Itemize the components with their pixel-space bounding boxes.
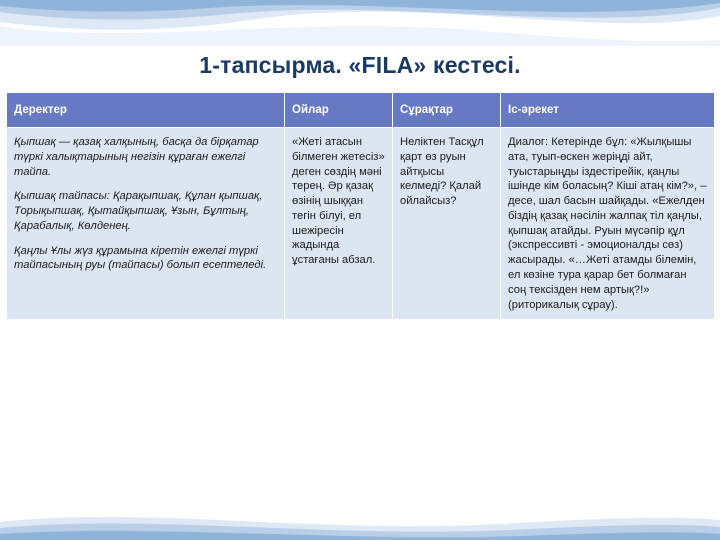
top-wave-svg [0,0,720,46]
decorative-bottom-wave [0,504,720,540]
derekter-paragraph-3: Қаңлы Ұлы жүз құрамына кіретін ежелгі түркі тайпасының руы (тайпасы) болып есептеледі. [14,244,267,272]
cell-is-areket: Диалог: Кетерінде бұл: «Жылқышы ата, туып-өскен жеріңді айт, туыстарыңды іздестірейік, қаңлы ішінде кім боласың? Кіші атаң кім?», – десе, шал басын шайқады. «Ежелден біздің қазақ нәсілін жалпақ тіл қаңлы, қыпшақ атайды. Руын мүсәпір құл (экспрессивті - эмоционалды сөз) жасырады. «…Жеті атамды білемін, ел көзіне тура қарар бет болмаған соң тексізден нем артық?!» (риторикалық сұрау). [501,128,715,320]
derekter-paragraph-1: Қыпшақ — қазақ халқының, басқа да бірқатар түркі халықтарының негізін құраған ежелгі тайпа. [14,136,259,178]
fila-table [6,92,715,320]
page-title: 1-тапсырма. «FILA» кестесі. [199,52,521,78]
derekter-paragraph-2: Қыпшақ тайпасы: Қарақыпшақ, Құлан қыпшақ, Торықыпшақ, Қытайқыпшақ, Ұзын, Бұлтың, Қарабалық, Көлденең. [14,190,263,232]
cell-suraqtar: Неліктен Тасқұл қарт өз руын айтқысы келмеді? Қалай ойлайсыз? [393,128,501,320]
column-header-derekter: Деректер [7,93,285,128]
decorative-top-wave [0,0,720,46]
cell-derekter [7,128,285,320]
cell-oilar: «Жеті атасын білмеген жетесіз» деген сөздің мәні терең. Әр қазақ өзінің шыққан тегін білуі, ел шежіресін жадында ұстағаны абзал. [285,128,393,320]
table-row [7,128,715,320]
column-header-suraqtar: Сұрақтар [393,93,501,128]
bottom-wave-svg [0,504,720,540]
column-header-is-areket: Іс-әрекет [501,93,715,128]
column-header-oilar: Ойлар [285,93,393,128]
table-header-row [7,93,715,128]
